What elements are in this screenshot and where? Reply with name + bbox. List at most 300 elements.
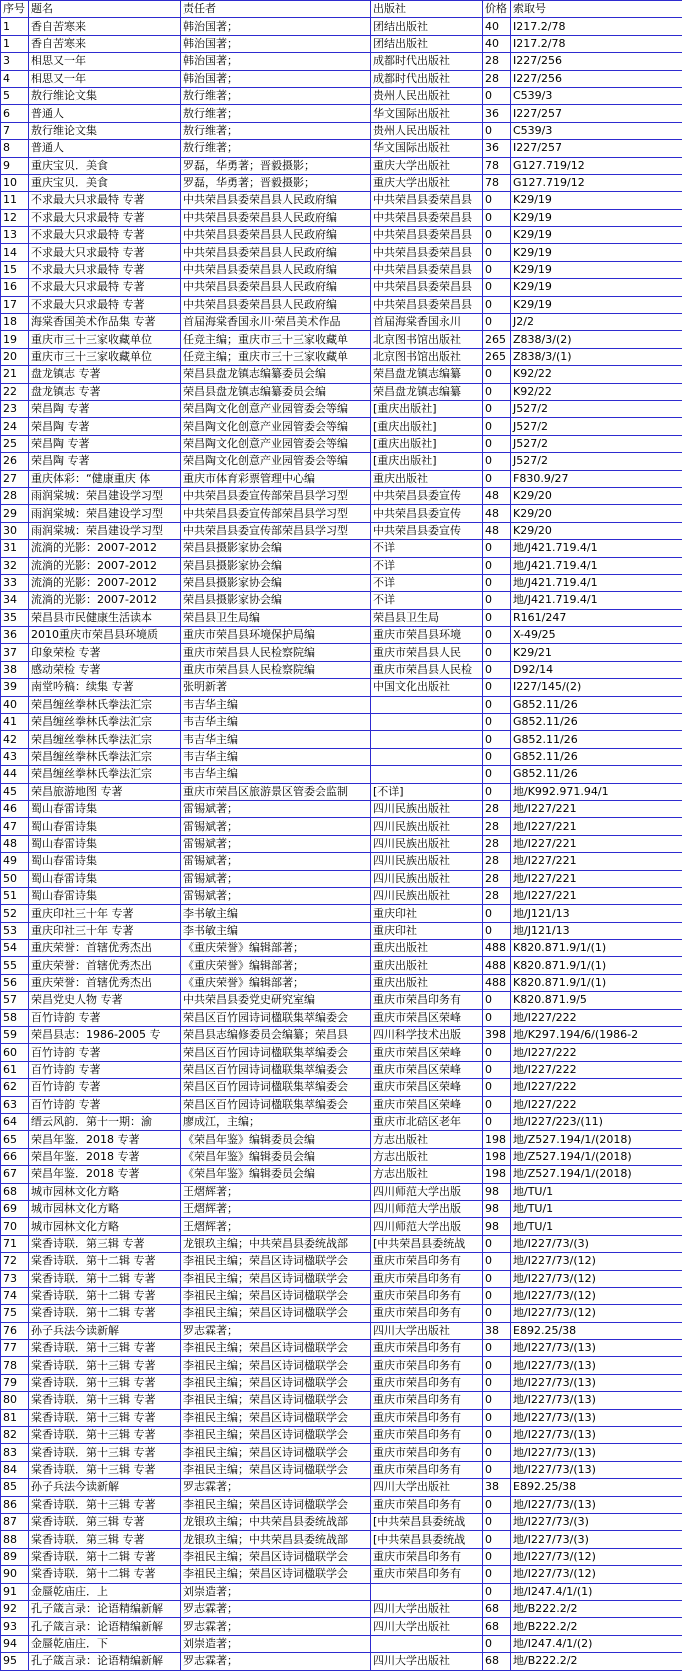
cell-call-number: 地/I247.4/1/(1) (511, 1583, 682, 1600)
cell-publisher: 重庆市荣昌县环境 (371, 627, 483, 644)
cell-title: 流淌的光影：2007-2012 (29, 592, 181, 609)
table-row (1, 157, 682, 174)
cell-responsibility: 李祖民主编；荣昌区诗词楹联学会 (181, 1340, 371, 1357)
table-row (1, 557, 682, 574)
cell-price: 198 (483, 1148, 511, 1165)
cell-price: 0 (483, 296, 511, 313)
table-row (1, 174, 682, 191)
cell-responsibility: 韩治国著； (181, 70, 371, 87)
cell-responsibility: 李祖民主编；荣昌区诗词楹联学会 (181, 1392, 371, 1409)
cell-title: 敖行维论文集 (29, 122, 181, 139)
table-row (1, 731, 682, 748)
table-row (1, 105, 682, 122)
cell-price: 0 (483, 1427, 511, 1444)
cell-no: 7 (1, 122, 29, 139)
cell-responsibility: 罗志霖著； (181, 1653, 371, 1670)
cell-publisher: 重庆市荣昌区荣峰 (371, 1061, 483, 1078)
cell-title: 孔子箴言录：论语精编新解 (29, 1600, 181, 1617)
cell-call-number: 地/I227/73/(12) (511, 1548, 682, 1565)
cell-no: 30 (1, 522, 29, 539)
cell-price: 0 (483, 453, 511, 470)
cell-title: 荣昌缠丝拳林氏拳法汇宗 (29, 731, 181, 748)
cell-title: 荣昌党史人物 专著 (29, 992, 181, 1009)
cell-price: 0 (483, 1583, 511, 1600)
cell-title: 棠香诗联．第十二辑 专著 (29, 1305, 181, 1322)
cell-title: 不求最大只求最特 专著 (29, 261, 181, 278)
cell-responsibility: 廖成江，主编； (181, 1114, 371, 1131)
cell-no: 9 (1, 157, 29, 174)
cell-publisher: 中共荣昌县委荣昌县 (371, 244, 483, 261)
cell-no: 38 (1, 661, 29, 678)
cell-publisher: 重庆市荣昌印务有 (371, 1392, 483, 1409)
cell-responsibility: 龙银玖主编；中共荣昌县委统战部 (181, 1531, 371, 1548)
cell-price: 0 (483, 540, 511, 557)
cell-no: 13 (1, 227, 29, 244)
cell-price: 98 (483, 1200, 511, 1217)
cell-call-number: 地/J421.719.4/1 (511, 574, 682, 591)
cell-title: 荣昌陶 专著 (29, 453, 181, 470)
cell-responsibility: 荣昌县志编修委员会编纂；荣昌县 (181, 1027, 371, 1044)
table-row (1, 122, 682, 139)
cell-call-number: K29/19 (511, 244, 682, 261)
cell-call-number: 地/I227/221 (511, 835, 682, 852)
table-row (1, 922, 682, 939)
cell-title: 重庆市三十三家收藏单位 (29, 331, 181, 348)
cell-title: 重庆印社三十年 专著 (29, 922, 181, 939)
cell-title: 香自苦寒来 (29, 18, 181, 35)
table-row (1, 1635, 682, 1652)
cell-price: 0 (483, 1287, 511, 1304)
cell-price: 98 (483, 1218, 511, 1235)
cell-call-number: K29/19 (511, 261, 682, 278)
cell-title: 蜀山春雷诗集 (29, 818, 181, 835)
cell-call-number: 地/I227/223/(11) (511, 1114, 682, 1131)
cell-no: 63 (1, 1096, 29, 1113)
cell-no: 93 (1, 1618, 29, 1635)
cell-price: 0 (483, 905, 511, 922)
cell-call-number: C539/3 (511, 87, 682, 104)
cell-publisher: 四川大学出版社 (371, 1600, 483, 1617)
cell-price: 68 (483, 1618, 511, 1635)
cell-title: 荣昌年鉴．2018 专著 (29, 1148, 181, 1165)
cell-call-number: G852.11/26 (511, 748, 682, 765)
cell-publisher: 重庆出版社 (371, 974, 483, 991)
cell-call-number: 地/I227/73/(13) (511, 1496, 682, 1513)
cell-responsibility: 荣昌区百竹园诗词楹联集萃编委会 (181, 1061, 371, 1078)
cell-title: 重庆荣誉：首辖优秀杰出 (29, 957, 181, 974)
cell-publisher: 中共荣昌县委荣昌县 (371, 296, 483, 313)
cell-responsibility: 中共荣昌县委荣昌县人民政府编 (181, 244, 371, 261)
cell-price: 0 (483, 1548, 511, 1565)
header-cell-call-number: 索取号 (511, 1, 682, 18)
cell-no: 22 (1, 383, 29, 400)
cell-price: 0 (483, 1079, 511, 1096)
cell-call-number: J527/2 (511, 435, 682, 452)
cell-no: 14 (1, 244, 29, 261)
cell-responsibility: 罗志霖著； (181, 1618, 371, 1635)
cell-no: 5 (1, 87, 29, 104)
cell-publisher: [重庆出版社] (371, 453, 483, 470)
cell-responsibility: 韩治国著； (181, 35, 371, 52)
cell-publisher: 成都时代出版社 (371, 70, 483, 87)
cell-responsibility: 任竞主编；重庆市三十三家收藏单 (181, 331, 371, 348)
cell-price: 0 (483, 1340, 511, 1357)
cell-price: 0 (483, 227, 511, 244)
cell-no: 46 (1, 800, 29, 817)
cell-call-number: I227/256 (511, 70, 682, 87)
cell-price: 0 (483, 1096, 511, 1113)
cell-call-number: 地/J421.719.4/1 (511, 540, 682, 557)
cell-price: 0 (483, 731, 511, 748)
cell-title: 2010重庆市荣昌县环境质 (29, 627, 181, 644)
cell-no: 80 (1, 1392, 29, 1409)
cell-title: 棠香诗联．第十二辑 专著 (29, 1566, 181, 1583)
cell-price: 0 (483, 366, 511, 383)
cell-title: 蜀山春雷诗集 (29, 800, 181, 817)
cell-responsibility: 罗磊，华勇著；晋毅摄影； (181, 174, 371, 191)
cell-publisher: 四川民族出版社 (371, 853, 483, 870)
cell-price: 38 (483, 1479, 511, 1496)
cell-no: 92 (1, 1600, 29, 1617)
cell-no: 57 (1, 992, 29, 1009)
cell-no: 60 (1, 1044, 29, 1061)
cell-responsibility: 李祖民主编；荣昌区诗词楹联学会 (181, 1548, 371, 1565)
cell-title: 百竹诗韵 专著 (29, 1009, 181, 1026)
cell-call-number: K820.871.9/1/(1) (511, 974, 682, 991)
cell-publisher: 重庆市荣昌印务有 (371, 1444, 483, 1461)
cell-price: 0 (483, 1635, 511, 1652)
cell-publisher: 重庆市荣昌印务有 (371, 1340, 483, 1357)
cell-responsibility: 荣昌陶文化创意产业园管委会等编 (181, 400, 371, 417)
cell-call-number: G852.11/26 (511, 696, 682, 713)
table-row (1, 644, 682, 661)
cell-responsibility: 李祖民主编；荣昌区诗词楹联学会 (181, 1461, 371, 1478)
table-row (1, 1131, 682, 1148)
cell-responsibility: 首届海棠香国永川·荣昌美术作品 (181, 314, 371, 331)
cell-price: 38 (483, 1322, 511, 1339)
cell-no: 62 (1, 1079, 29, 1096)
cell-publisher: 四川大学出版社 (371, 1479, 483, 1496)
cell-publisher: 重庆市荣昌印务有 (371, 1270, 483, 1287)
table-row (1, 209, 682, 226)
cell-no: 37 (1, 644, 29, 661)
table-row (1, 957, 682, 974)
cell-responsibility: 李祖民主编；荣昌区诗词楹联学会 (181, 1270, 371, 1287)
cell-call-number: 地/I227/221 (511, 853, 682, 870)
cell-title: 百竹诗韵 专著 (29, 1061, 181, 1078)
cell-title: 棠香诗联．第十二辑 专著 (29, 1548, 181, 1565)
cell-publisher: 重庆市荣昌印务有 (371, 1496, 483, 1513)
cell-title: 普通人 (29, 140, 181, 157)
cell-title: 棠香诗联．第十三辑 专著 (29, 1427, 181, 1444)
cell-call-number: J527/2 (511, 453, 682, 470)
cell-title: 荣昌年鉴．2018 专著 (29, 1131, 181, 1148)
cell-price: 36 (483, 140, 511, 157)
cell-no: 68 (1, 1183, 29, 1200)
cell-price: 98 (483, 1183, 511, 1200)
table-row (1, 783, 682, 800)
cell-publisher: 中共荣昌县委宣传 (371, 487, 483, 504)
cell-responsibility: 中共荣昌县委荣昌县人民政府编 (181, 261, 371, 278)
table-row (1, 592, 682, 609)
cell-no: 52 (1, 905, 29, 922)
cell-call-number: K29/19 (511, 279, 682, 296)
cell-responsibility: 荣昌县盘龙镇志编纂委员会编 (181, 366, 371, 383)
table-row (1, 1479, 682, 1496)
cell-publisher: 团结出版社 (371, 18, 483, 35)
table-row (1, 244, 682, 261)
cell-publisher: 重庆市荣昌印务有 (371, 1566, 483, 1583)
cell-price: 28 (483, 818, 511, 835)
cell-responsibility: 荣昌县摄影家协会编 (181, 557, 371, 574)
cell-no: 51 (1, 887, 29, 904)
table-row (1, 679, 682, 696)
cell-responsibility: 荣昌区百竹园诗词楹联集萃编委会 (181, 1009, 371, 1026)
cell-publisher: 重庆市荣昌印务有 (371, 1357, 483, 1374)
cell-no: 94 (1, 1635, 29, 1652)
cell-call-number: G127.719/12 (511, 174, 682, 191)
cell-call-number: 地/I227/73/(12) (511, 1566, 682, 1583)
cell-call-number: 地/B222.2/2 (511, 1618, 682, 1635)
cell-publisher: 重庆市荣昌印务有 (371, 1287, 483, 1304)
cell-no: 49 (1, 853, 29, 870)
cell-price: 0 (483, 574, 511, 591)
cell-title: 印象荣检 专著 (29, 644, 181, 661)
cell-title: 不求最大只求最特 专著 (29, 192, 181, 209)
cell-responsibility: 荣昌县卫生局编 (181, 609, 371, 626)
table-row (1, 1287, 682, 1304)
cell-price: 28 (483, 800, 511, 817)
cell-title: 荣昌缠丝拳林氏拳法汇宗 (29, 714, 181, 731)
cell-call-number: 地/I227/221 (511, 818, 682, 835)
cell-title: 雨润棠城：荣昌建设学习型 (29, 522, 181, 539)
cell-call-number: 地/I227/222 (511, 1096, 682, 1113)
table-row (1, 70, 682, 87)
table-row (1, 1322, 682, 1339)
cell-publisher: 四川科学技术出版 (371, 1027, 483, 1044)
cell-title: 不求最大只求最特 专著 (29, 227, 181, 244)
cell-no: 66 (1, 1148, 29, 1165)
cell-no: 16 (1, 279, 29, 296)
cell-price: 0 (483, 261, 511, 278)
cell-no: 95 (1, 1653, 29, 1670)
cell-call-number: 地/Z527.194/1/(2018) (511, 1131, 682, 1148)
cell-publisher: 四川民族出版社 (371, 818, 483, 835)
cell-no: 36 (1, 627, 29, 644)
table-row (1, 818, 682, 835)
cell-responsibility: 《荣昌年鉴》编辑委员会编 (181, 1131, 371, 1148)
cell-call-number: G852.11/26 (511, 766, 682, 783)
cell-title: 重庆宝贝．美食 (29, 157, 181, 174)
cell-publisher: [中共荣昌县委统战 (371, 1235, 483, 1252)
table-row (1, 331, 682, 348)
cell-price: 0 (483, 1061, 511, 1078)
table-row (1, 714, 682, 731)
header-cell-no: 序号 (1, 1, 29, 18)
cell-title: 重庆体彩：“健康重庆 体 (29, 470, 181, 487)
cell-responsibility: 雷锡斌著； (181, 835, 371, 852)
cell-no: 12 (1, 209, 29, 226)
cell-publisher: 中共荣昌县委荣昌县 (371, 279, 483, 296)
cell-title: 海棠香国美术作品集 专著 (29, 314, 181, 331)
cell-price: 0 (483, 279, 511, 296)
cell-publisher: 中共荣昌县委宣传 (371, 505, 483, 522)
table-row (1, 627, 682, 644)
table-row (1, 505, 682, 522)
cell-call-number: 地/I227/73/(12) (511, 1287, 682, 1304)
cell-title: 蜀山春雷诗集 (29, 887, 181, 904)
cell-price: 198 (483, 1131, 511, 1148)
cell-no: 25 (1, 435, 29, 452)
cell-title: 城市园林文化方略 (29, 1183, 181, 1200)
cell-title: 百竹诗韵 专著 (29, 1044, 181, 1061)
cell-call-number: 地/TU/1 (511, 1200, 682, 1217)
cell-no: 65 (1, 1131, 29, 1148)
cell-no: 67 (1, 1166, 29, 1183)
cell-title: 蜀山春雷诗集 (29, 870, 181, 887)
cell-no: 24 (1, 418, 29, 435)
cell-call-number: K29/19 (511, 209, 682, 226)
cell-responsibility: 李祖民主编；荣昌区诗词楹联学会 (181, 1496, 371, 1513)
cell-call-number: 地/TU/1 (511, 1218, 682, 1235)
cell-responsibility: 荣昌县摄影家协会编 (181, 540, 371, 557)
cell-responsibility: 荣昌陶文化创意产业园管委会等编 (181, 418, 371, 435)
cell-price: 0 (483, 1444, 511, 1461)
cell-price: 0 (483, 314, 511, 331)
cell-responsibility: 中共荣昌县委宣传部荣昌县学习型 (181, 522, 371, 539)
cell-title: 棠香诗联．第十三辑 专著 (29, 1374, 181, 1391)
cell-no: 28 (1, 487, 29, 504)
cell-price: 28 (483, 53, 511, 70)
cell-title: 重庆荣誉：首辖优秀杰出 (29, 940, 181, 957)
cell-no: 91 (1, 1583, 29, 1600)
cell-responsibility: 荣昌区百竹园诗词楹联集萃编委会 (181, 1079, 371, 1096)
cell-responsibility: 李祖民主编；荣昌区诗词楹联学会 (181, 1374, 371, 1391)
cell-title: 城市园林文化方略 (29, 1218, 181, 1235)
cell-title: 棠香诗联．第十二辑 专著 (29, 1270, 181, 1287)
cell-no: 81 (1, 1409, 29, 1426)
cell-no: 32 (1, 557, 29, 574)
table-row (1, 1600, 682, 1617)
cell-title: 感动荣检 专著 (29, 661, 181, 678)
cell-no: 21 (1, 366, 29, 383)
cell-price: 0 (483, 209, 511, 226)
table-row (1, 1513, 682, 1530)
cell-price: 0 (483, 748, 511, 765)
cell-responsibility: 韦吉华主编 (181, 748, 371, 765)
cell-call-number: X-49/25 (511, 627, 682, 644)
cell-call-number: 地/I227/73/(12) (511, 1305, 682, 1322)
cell-publisher: 四川大学出版社 (371, 1653, 483, 1670)
cell-title: 棠香诗联．第十三辑 专著 (29, 1461, 181, 1478)
cell-publisher: 北京图书馆出版社 (371, 331, 483, 348)
cell-publisher: 四川民族出版社 (371, 870, 483, 887)
cell-responsibility: 李书敏主编 (181, 905, 371, 922)
cell-no: 88 (1, 1531, 29, 1548)
cell-call-number: E892.25/38 (511, 1479, 682, 1496)
cell-title: 重庆印社三十年 专著 (29, 905, 181, 922)
cell-publisher: 中共荣昌县委荣昌县 (371, 227, 483, 244)
cell-title: 普通人 (29, 105, 181, 122)
cell-responsibility: 荣昌陶文化创意产业园管委会等编 (181, 435, 371, 452)
cell-responsibility: 重庆市荣昌区旅游景区管委会监制 (181, 783, 371, 800)
table-row (1, 974, 682, 991)
table-row (1, 1183, 682, 1200)
cell-call-number: 地/I227/73/(12) (511, 1270, 682, 1287)
cell-responsibility: 重庆市荣昌县环境保护局编 (181, 627, 371, 644)
cell-publisher: 方志出版社 (371, 1148, 483, 1165)
cell-responsibility: 《重庆荣誉》编辑部著； (181, 940, 371, 957)
cell-responsibility: 中共荣昌县委宣传部荣昌县学习型 (181, 505, 371, 522)
cell-responsibility: 王熠辉著； (181, 1200, 371, 1217)
cell-responsibility: 龙银玖主编；中共荣昌县委统战部 (181, 1235, 371, 1252)
cell-responsibility: 重庆市荣昌县人民检察院编 (181, 661, 371, 678)
table-row (1, 696, 682, 713)
cell-price: 0 (483, 1496, 511, 1513)
cell-title: 百竹诗韵 专著 (29, 1079, 181, 1096)
cell-title: 孔子箴言录：论语精编新解 (29, 1618, 181, 1635)
cell-no: 35 (1, 609, 29, 626)
cell-no: 54 (1, 940, 29, 957)
cell-price: 0 (483, 644, 511, 661)
cell-price: 0 (483, 1409, 511, 1426)
cell-price: 0 (483, 992, 511, 1009)
cell-publisher: 四川师范大学出版 (371, 1183, 483, 1200)
table-row (1, 314, 682, 331)
cell-price: 0 (483, 609, 511, 626)
table-row (1, 1583, 682, 1600)
cell-price: 265 (483, 331, 511, 348)
cell-publisher (371, 696, 483, 713)
cell-title: 流淌的光影：2007-2012 (29, 540, 181, 557)
cell-publisher: 重庆市荣昌印务有 (371, 1427, 483, 1444)
cell-responsibility: 罗志霖著； (181, 1479, 371, 1496)
cell-call-number: G127.719/12 (511, 157, 682, 174)
table-row (1, 435, 682, 452)
table-row (1, 1114, 682, 1131)
cell-responsibility: 罗志霖著； (181, 1600, 371, 1617)
cell-call-number: 地/B222.2/2 (511, 1600, 682, 1617)
cell-no: 1 (1, 35, 29, 52)
cell-call-number: 地/I227/221 (511, 870, 682, 887)
table-row (1, 870, 682, 887)
table-row (1, 366, 682, 383)
cell-no: 6 (1, 105, 29, 122)
cell-title: 棠香诗联．第十三辑 专著 (29, 1392, 181, 1409)
cell-call-number: R161/247 (511, 609, 682, 626)
cell-responsibility: 重庆市荣昌县人民检察院编 (181, 644, 371, 661)
cell-responsibility: 李祖民主编；荣昌区诗词楹联学会 (181, 1409, 371, 1426)
cell-publisher: 贵州人民出版社 (371, 122, 483, 139)
cell-publisher: 不详 (371, 592, 483, 609)
cell-publisher: 北京图书馆出版社 (371, 348, 483, 365)
cell-price: 0 (483, 557, 511, 574)
cell-no: 75 (1, 1305, 29, 1322)
cell-price: 0 (483, 1566, 511, 1583)
cell-publisher: 不详 (371, 574, 483, 591)
cell-publisher: [重庆出版社] (371, 400, 483, 417)
cell-responsibility: 荣昌区百竹园诗词楹联集萃编委会 (181, 1044, 371, 1061)
cell-price: 0 (483, 400, 511, 417)
cell-call-number: 地/I227/73/(3) (511, 1235, 682, 1252)
table-row (1, 261, 682, 278)
cell-call-number: 地/I227/221 (511, 800, 682, 817)
cell-title: 缙云风韵．第十一期：渝 (29, 1114, 181, 1131)
table-row (1, 227, 682, 244)
cell-responsibility: 韦吉华主编 (181, 714, 371, 731)
table-row (1, 418, 682, 435)
cell-no: 78 (1, 1357, 29, 1374)
